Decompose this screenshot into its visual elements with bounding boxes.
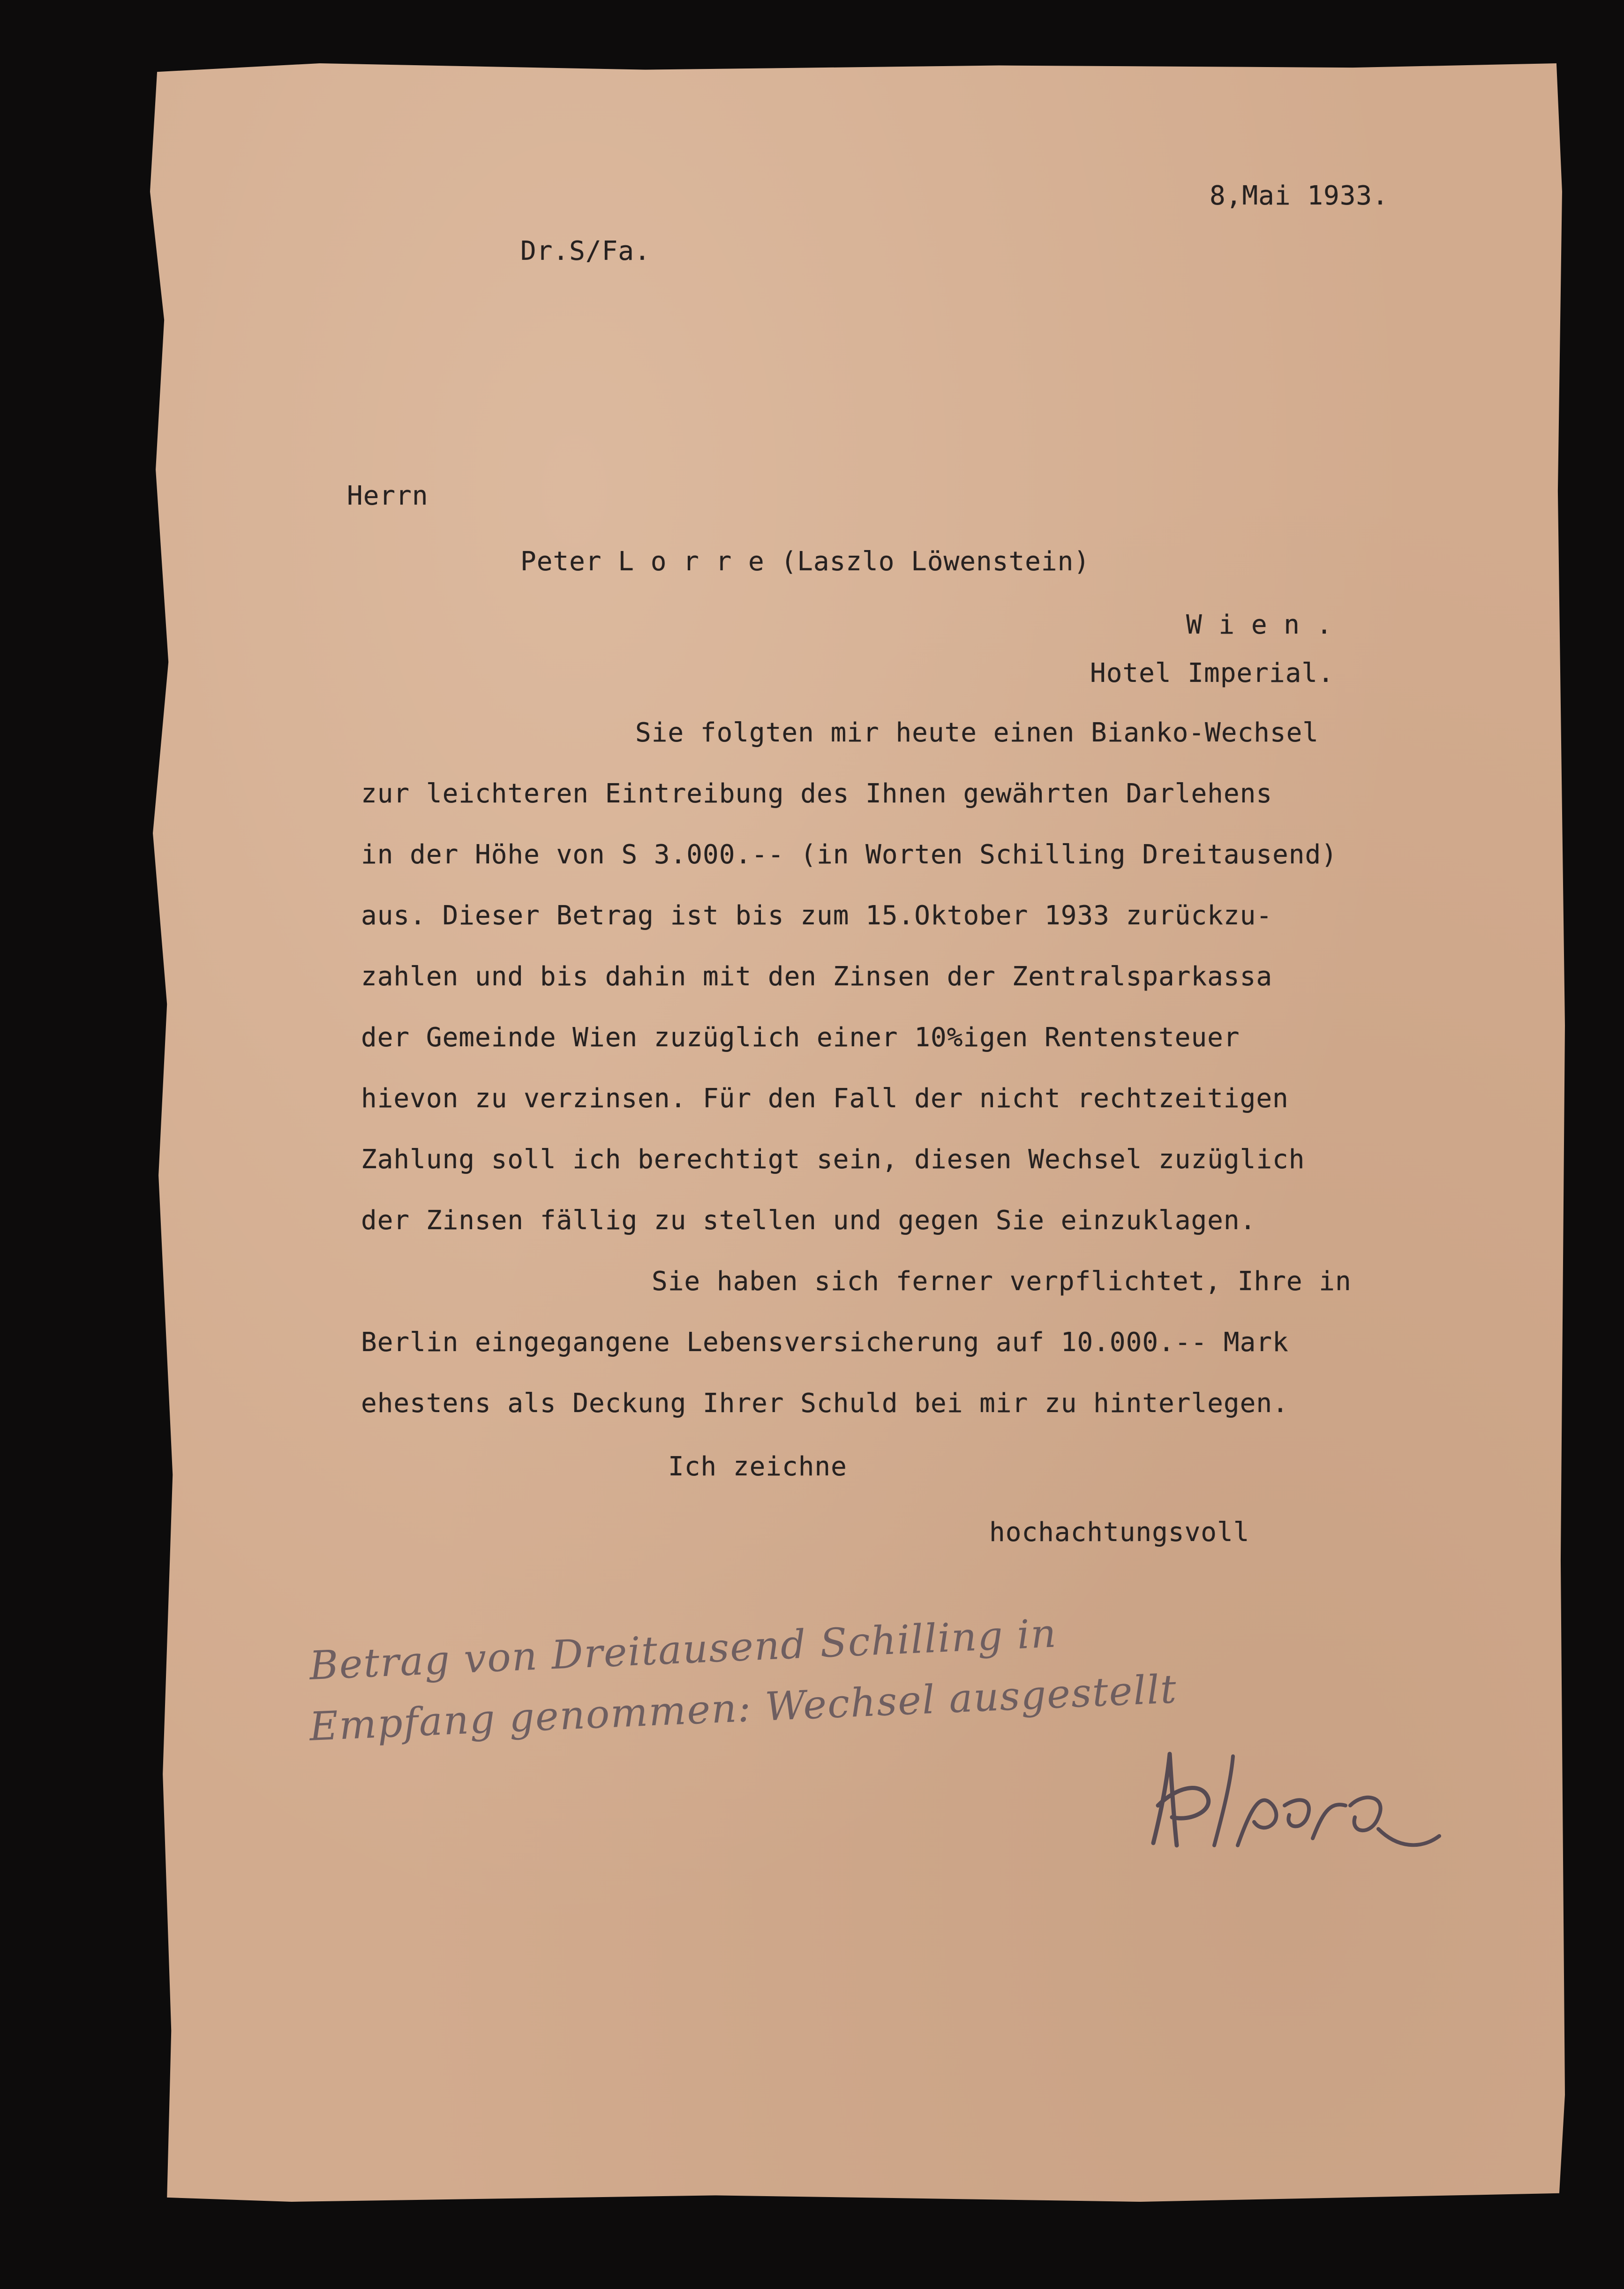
recipient-hotel: Hotel Imperial. <box>1090 658 1334 688</box>
body-line: Zahlung soll ich berechtigt sein, diesen Wechsel zuzüglich <box>361 1144 1305 1175</box>
body-line: ehestens als Deckung Ihrer Schuld bei mir zu hinterlegen. <box>361 1388 1289 1419</box>
body-line: zahlen und bis dahin mit den Zinsen der Zentralsparkassa <box>361 961 1273 992</box>
body-line: der Gemeinde Wien zuzüglich einer 10%igen Rentensteuer <box>361 1022 1240 1053</box>
closing-regards: hochachtungsvoll <box>989 1517 1250 1548</box>
letter-paper <box>150 63 1565 2202</box>
handwritten-note-line: Empfang genommen: Wechsel ausgestellt <box>308 1666 1178 1750</box>
body-line: Sie folgten mir heute einen Bianko-Wechsel <box>635 718 1319 748</box>
body-line: in der Höhe von S 3.000.-- (in Worten Schilling Dreitausend) <box>361 839 1338 870</box>
handwritten-signature <box>1144 1735 1444 1857</box>
recipient-city: W i e n . <box>1186 610 1333 640</box>
handwritten-note-line: Betrag von Dreitausend Schilling in <box>308 1610 1058 1689</box>
body-line: Sie haben sich ferner verpflichtet, Ihre in <box>652 1266 1352 1297</box>
body-line: Berlin eingegangene Lebensversicherung auf 10.000.-- Mark <box>361 1327 1289 1358</box>
body-line: der Zinsen fällig zu stellen und gegen Sie einzuklagen. <box>361 1205 1256 1236</box>
letter-reference: Dr.S/Fa. <box>520 236 651 266</box>
body-line: hievon zu verzinsen. Für den Fall der nicht rechtzeitigen <box>361 1083 1289 1114</box>
body-line: aus. Dieser Betrag ist bis zum 15.Oktober 1933 zurückzu- <box>361 900 1273 931</box>
closing-sign-line: Ich zeichne <box>668 1451 847 1482</box>
letter-date: 8,Mai 1933. <box>1210 181 1389 211</box>
salutation-title: Herrn <box>347 481 429 511</box>
recipient-name: Peter L o r r e (Laszlo Löwenstein) <box>520 546 1090 577</box>
body-line: zur leichteren Eintreibung des Ihnen gewährten Darlehens <box>361 778 1273 809</box>
